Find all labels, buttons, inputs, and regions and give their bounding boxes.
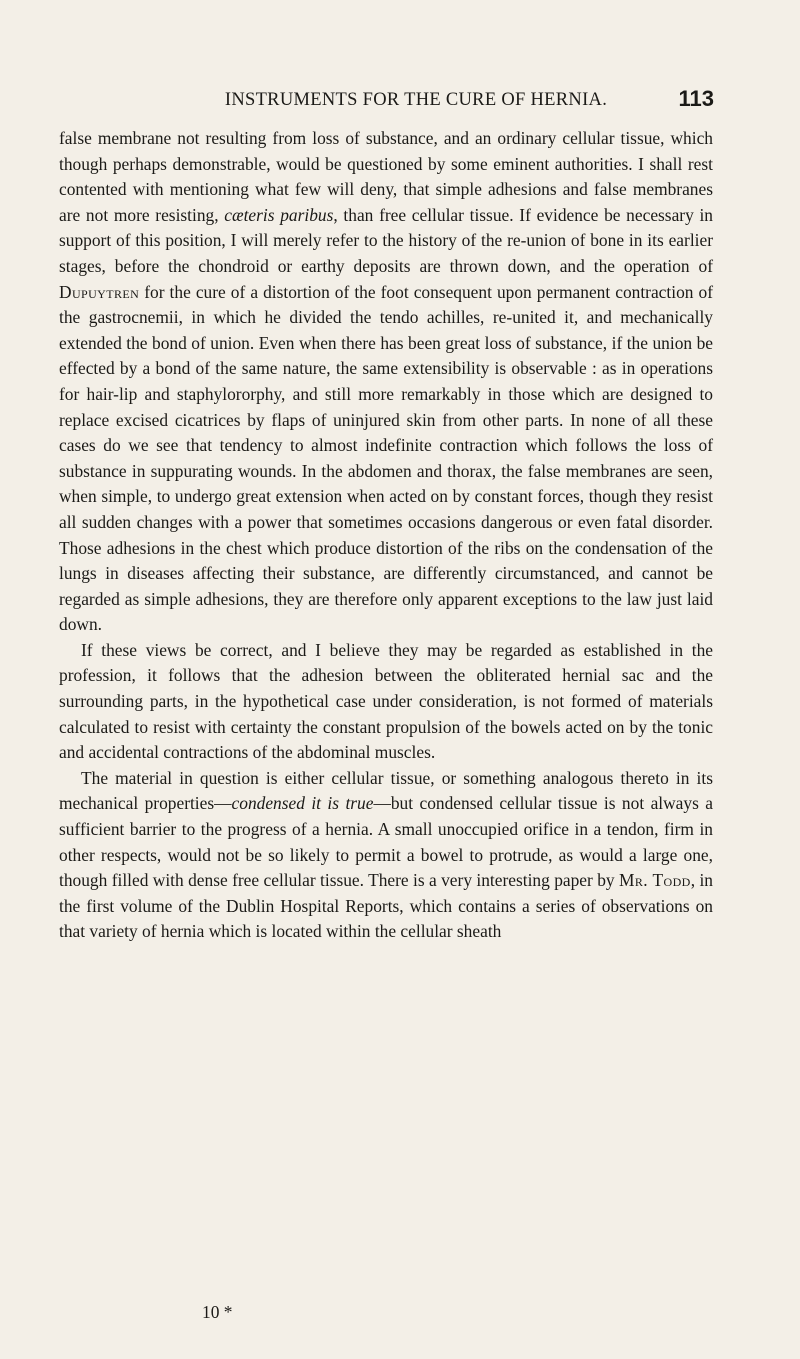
paragraph-1 <box>59 126 713 638</box>
paragraph-3-text: The material in question is either cellular tissue, or something analogous thereto in its mechanical properties— <box>59 767 713 814</box>
author-name: Dupuytren <box>59 281 140 302</box>
running-title: INSTRUMENTS FOR THE CURE OF HERNIA. <box>224 90 608 110</box>
running-head <box>118 88 714 112</box>
paragraph-1-text: false membrane not resulting from loss of substance, and an ordinary cellular tissue, which though perhaps demonstrable, would be questioned by some eminent authorities. I shall rest contented with mentioning what few will deny, that simple adhesions and false membranes are not more resisting, <box>59 128 713 225</box>
paragraph-3-text: , in the first volume of the Dublin Hospital Reports, which contains a series of observations on that variety of hernia which is located within the cellular sheath <box>59 870 713 942</box>
paragraph-3 <box>59 766 713 945</box>
paragraph-1-text: for the cure of a distortion of the foot consequent upon permanent contraction of the gastrocnemii, in which he divided the tendo achilles, re-united it, and mechanically extended the bond of union. Even when there has been great loss of substance, if the union be effected by a bond of the same nature, the same extensibility is observable : as in operations for hair-lip and staphylororphy, and still more remarkably in those which are designed to replace excised cicatrices by flaps of uninjured skin from other parts. In none of all these cases do we see that tendency to almost indefinite contraction which follows the loss of substance in suppurating wounds. In the abdomen and thorax, the false membranes are seen, when simple, to undergo great extension when acted on by constant forces, though they resist all sudden changes with a power that sometimes occasions dangerous or even fatal disorder. Those adhesions in the chest which produce distortion of the ribs on the condensation of the lungs in diseases affecting their substance, are differently circumstanced, and cannot be regarded as simple adhesions, they are therefore only apparent exceptions to the law just laid down. <box>59 281 713 635</box>
paragraph-3-text: —but condensed cellular tissue is not always a sufficient barrier to the progress of a hernia. A small unoccupied orifice in a tendon, firm in other respects, would not be so likely to permit a bowel to protrude, as would a large one, though filled with dense free cellular tissue. There is a very interesting paper by <box>59 793 713 891</box>
page-number: 113 <box>678 86 714 111</box>
paragraph-2: If these views be correct, and I believe they may be regarded as established in the profession, it follows that the adhesion between the obliterated hernial sac and the surrounding parts, in the hypothetical case under consideration, is not formed of materials calculated to resist with certainty the constant propulsion of the bowels acted on by the tonic and accidental contractions of the abdominal muscles. <box>59 639 713 763</box>
author-name: Mr. Todd <box>619 870 691 891</box>
signature-mark: 10 * <box>202 1302 233 1322</box>
body-text <box>59 126 713 945</box>
paragraph-1-text: , than free cellular tissue. If evidence be necessary in support of this position, I will merely refer to the history of the re-union of bone in its earlier stages, before the chondroid or earthy deposits are thrown down, and the operation of <box>59 204 714 276</box>
emphasis-phrase: condensed it is true <box>231 793 374 814</box>
latin-phrase: cæteris paribus <box>224 204 334 225</box>
